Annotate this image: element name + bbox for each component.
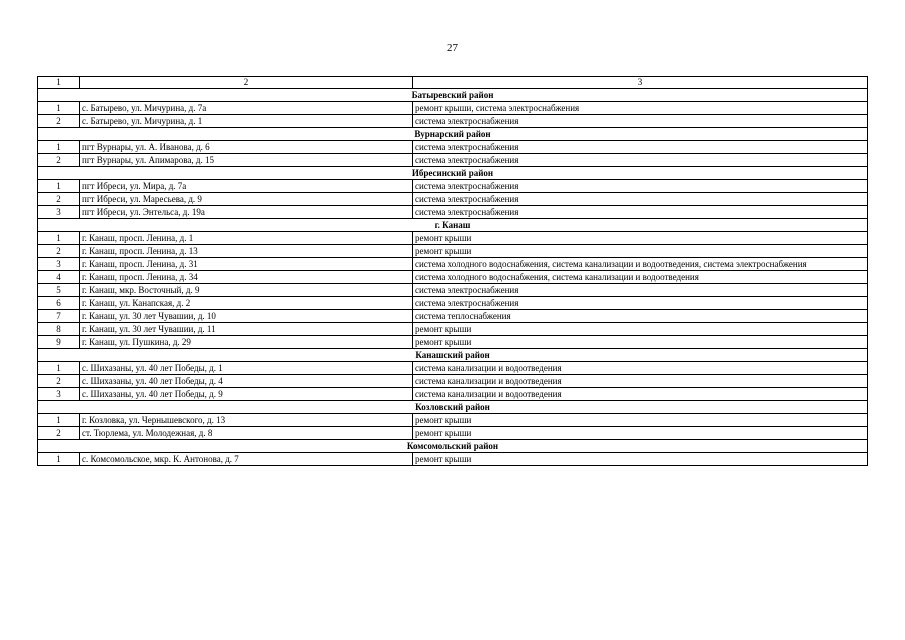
row-number: 9: [38, 336, 80, 349]
row-address: г. Канаш, просп. Ленина, д. 31: [80, 258, 413, 271]
repair-register-table: [37, 76, 868, 466]
row-address: г. Канаш, просп. Ленина, д. 34: [80, 271, 413, 284]
row-works: система теплоснабжения: [413, 310, 868, 323]
district-title: Вурнарский район: [38, 128, 868, 141]
table-row: [38, 388, 868, 401]
table-row: [38, 453, 868, 466]
row-address: с. Батырево, ул. Мичурина, д. 7а: [80, 102, 413, 115]
row-works: система электроснабжения: [413, 180, 868, 193]
row-number: 1: [38, 414, 80, 427]
column-header-number: 1: [38, 77, 80, 89]
district-title: г. Канаш: [38, 219, 868, 232]
table-body: [38, 89, 868, 466]
table-row: [38, 427, 868, 440]
row-works: ремонт крыши: [413, 336, 868, 349]
table-row: [38, 180, 868, 193]
row-number: 2: [38, 115, 80, 128]
row-works: система канализации и водоотведения: [413, 375, 868, 388]
row-works: система холодного водоснабжения, система канализации и водоотведения, система электроснабжения: [413, 258, 868, 271]
table-row: [38, 336, 868, 349]
row-works: система холодного водоснабжения, система канализации и водоотведения: [413, 271, 868, 284]
row-works: система электроснабжения: [413, 115, 868, 128]
table-row: [38, 232, 868, 245]
row-works: система канализации и водоотведения: [413, 388, 868, 401]
row-works: система электроснабжения: [413, 284, 868, 297]
row-address: с. Шихазаны, ул. 40 лет Победы, д. 1: [80, 362, 413, 375]
row-number: 1: [38, 180, 80, 193]
table-row: [38, 141, 868, 154]
row-address: г. Канаш, ул. Пушкина, д. 29: [80, 336, 413, 349]
row-number: 1: [38, 362, 80, 375]
table-row: [38, 310, 868, 323]
row-number: 2: [38, 154, 80, 167]
district-title: Ибресинский район: [38, 167, 868, 180]
column-header-address: 2: [80, 77, 413, 89]
table-row: [38, 414, 868, 427]
row-works: ремонт крыши: [413, 245, 868, 258]
table-row: [38, 375, 868, 388]
table-row: [38, 245, 868, 258]
row-works: ремонт крыши: [413, 453, 868, 466]
row-works: ремонт крыши: [413, 232, 868, 245]
district-header-row: [38, 219, 868, 232]
row-number: 1: [38, 141, 80, 154]
table-row: [38, 115, 868, 128]
row-address: ст. Тюрлема, ул. Молодежная, д. 8: [80, 427, 413, 440]
row-address: г. Канаш, ул. 30 лет Чувашии, д. 10: [80, 310, 413, 323]
row-address: г. Козловка, ул. Чернышевского, д. 13: [80, 414, 413, 427]
district-title: Комсомольский район: [38, 440, 868, 453]
row-address: пгт Ибреси, ул. Мира, д. 7а: [80, 180, 413, 193]
row-works: система электроснабжения: [413, 154, 868, 167]
table-row: [38, 323, 868, 336]
table-header-row: [38, 77, 868, 89]
table-row: [38, 154, 868, 167]
district-header-row: [38, 349, 868, 362]
row-address: г. Канаш, просп. Ленина, д. 13: [80, 245, 413, 258]
row-works: система электроснабжения: [413, 297, 868, 310]
row-number: 5: [38, 284, 80, 297]
row-works: система электроснабжения: [413, 193, 868, 206]
district-header-row: [38, 167, 868, 180]
table-row: [38, 258, 868, 271]
row-number: 6: [38, 297, 80, 310]
row-works: система электроснабжения: [413, 141, 868, 154]
row-address: с. Шихазаны, ул. 40 лет Победы, д. 4: [80, 375, 413, 388]
table-row: [38, 284, 868, 297]
table-row: [38, 297, 868, 310]
district-title: Козловский район: [38, 401, 868, 414]
row-address: с. Шихазаны, ул. 40 лет Победы, д. 9: [80, 388, 413, 401]
table-row: [38, 271, 868, 284]
district-title: Канашский район: [38, 349, 868, 362]
row-address: с. Комсомольское, мкр. К. Антонова, д. 7: [80, 453, 413, 466]
column-header-works: 3: [413, 77, 868, 89]
row-works: ремонт крыши: [413, 323, 868, 336]
row-works: ремонт крыши, система электроснабжения: [413, 102, 868, 115]
row-address: г. Канаш, ул. Канапская, д. 2: [80, 297, 413, 310]
row-works: ремонт крыши: [413, 414, 868, 427]
row-number: 7: [38, 310, 80, 323]
table-row: [38, 102, 868, 115]
district-header-row: [38, 89, 868, 102]
row-address: г. Канаш, мкр. Восточный, д. 9: [80, 284, 413, 297]
row-address: г. Канаш, ул. 30 лет Чувашии, д. 11: [80, 323, 413, 336]
row-number: 2: [38, 193, 80, 206]
page-number: 27: [447, 42, 458, 54]
row-address: пгт Вурнары, ул. Апимарова, д. 15: [80, 154, 413, 167]
district-header-row: [38, 440, 868, 453]
district-header-row: [38, 401, 868, 414]
row-number: 3: [38, 258, 80, 271]
row-number: 2: [38, 427, 80, 440]
row-works: система канализации и водоотведения: [413, 362, 868, 375]
table-row: [38, 193, 868, 206]
row-number: 2: [38, 245, 80, 258]
row-works: ремонт крыши: [413, 427, 868, 440]
row-works: система электроснабжения: [413, 206, 868, 219]
district-title: Батыревский район: [38, 89, 868, 102]
row-number: 2: [38, 375, 80, 388]
table-row: [38, 206, 868, 219]
table-row: [38, 362, 868, 375]
row-number: 1: [38, 453, 80, 466]
row-number: 8: [38, 323, 80, 336]
row-address: пгт Ибреси, ул. Энтельса, д. 19а: [80, 206, 413, 219]
row-number: 1: [38, 102, 80, 115]
row-address: г. Канаш, просп. Ленина, д. 1: [80, 232, 413, 245]
row-address: с. Батырево, ул. Мичурина, д. 1: [80, 115, 413, 128]
row-number: 4: [38, 271, 80, 284]
district-header-row: [38, 128, 868, 141]
row-address: пгт Ибреси, ул. Маресьева, д. 9: [80, 193, 413, 206]
row-number: 3: [38, 388, 80, 401]
row-number: 3: [38, 206, 80, 219]
row-number: 1: [38, 232, 80, 245]
row-address: пгт Вурнары, ул. А. Иванова, д. 6: [80, 141, 413, 154]
